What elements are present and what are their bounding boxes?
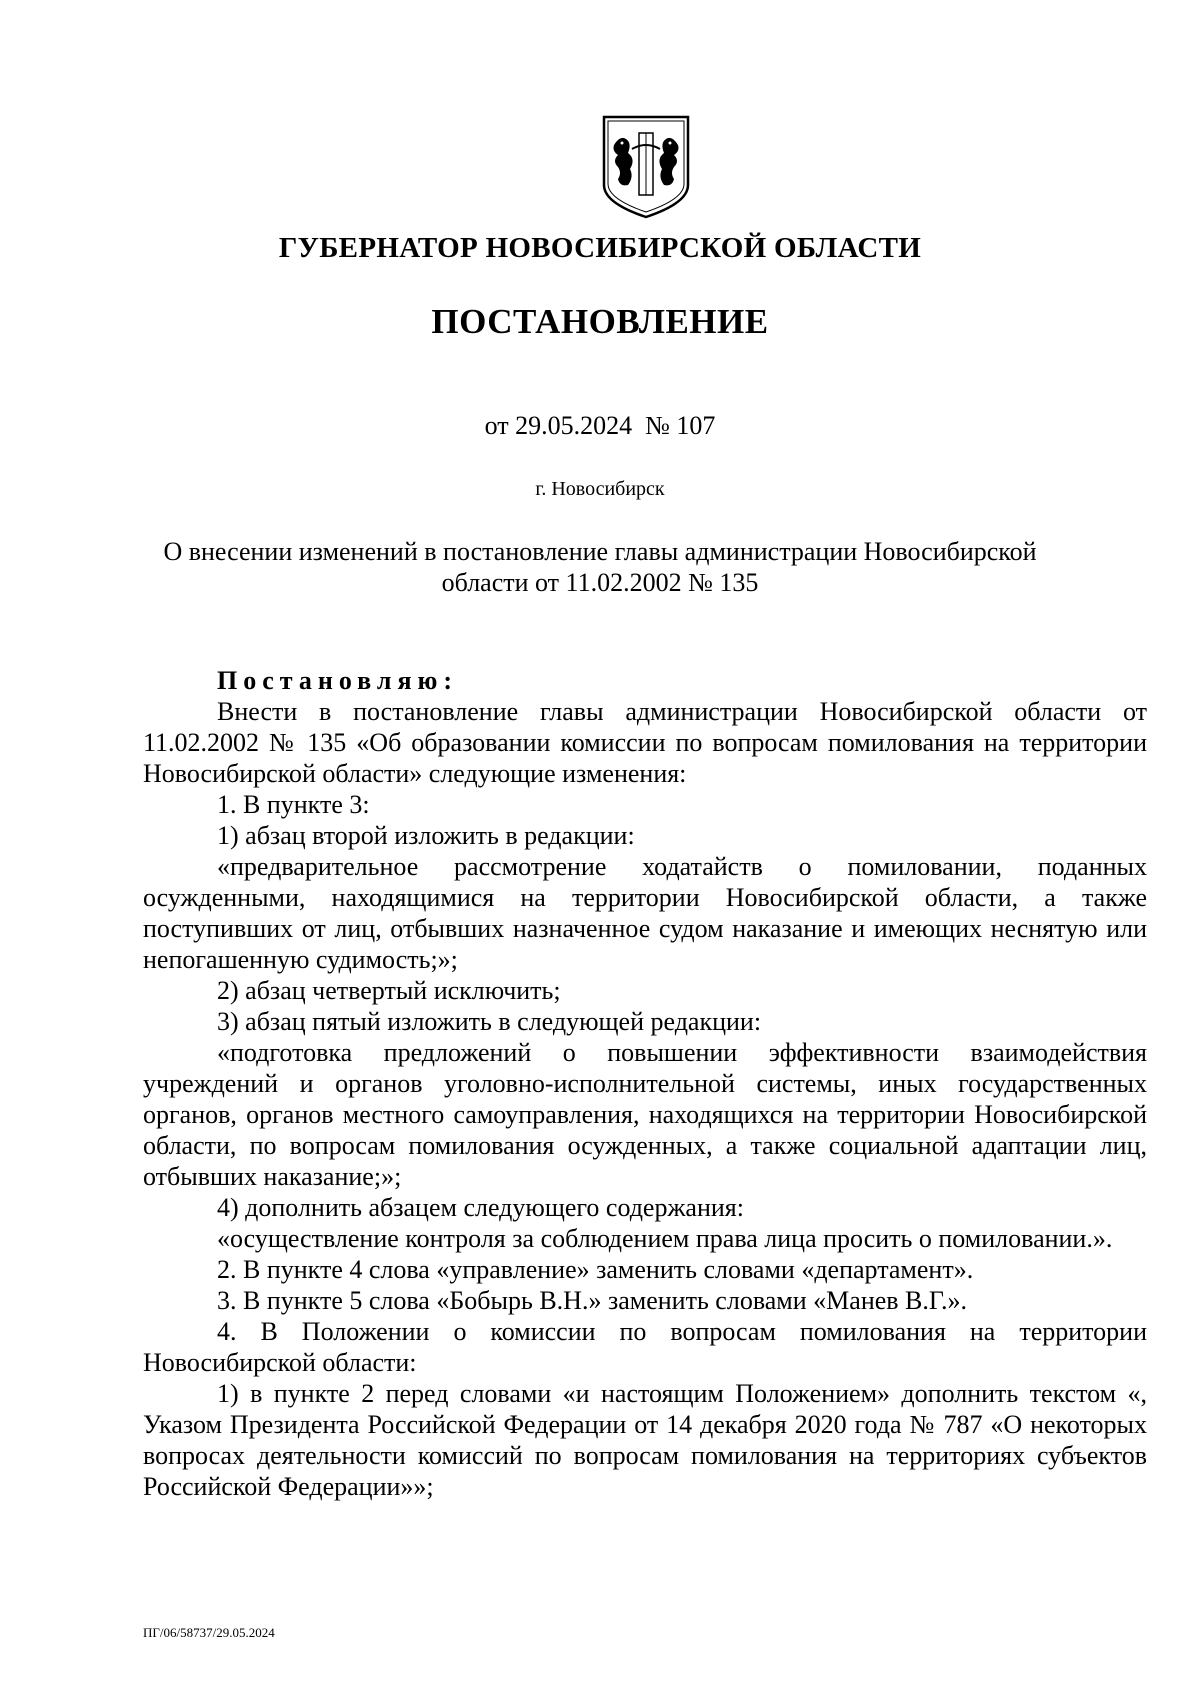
city-name: г. Новосибирск	[535, 478, 665, 500]
paragraph: «подготовка предложений о повышении эффективности взаимодействия учреждений и органов уголовно-исполнительной системы, иных государственных органов, органов местного самоуправления, находящихся на территории Новосибирской области, по вопросам помилования осужденных, а также социальной адаптации лиц, отбывших наказание;»;	[143, 1038, 1147, 1191]
paragraph: 3) абзац пятый изложить в следующей редакции:	[217, 1007, 762, 1036]
paragraph: 2) абзац четвертый исключить;	[217, 976, 561, 1005]
authority-title: ГУБЕРНАТОР НОВОСИБИРСКОЙ ОБЛАСТИ	[278, 232, 922, 264]
paragraph: 4. В Положении о комиссии по вопросам помилования на территории Новосибирской области:	[143, 1317, 1147, 1377]
document-type: ПОСТАНОВЛЕНИЕ	[431, 302, 769, 341]
paragraph: «осуществление контроля за соблюдением права лица просить о помиловании.».	[217, 1224, 1113, 1253]
document-subject: О внесении изменений в постановление главы администрации Новосибирской области от 11.02.2002 № 135	[163, 537, 1037, 597]
paragraph: «предварительное рассмотрение ходатайств о помиловании, поданных осужденными, находящимися на территории Новосибирской области, а также поступивших от лиц, отбывших назначенное судом наказание и имеющих неснятую или непогашенную судимость;»;	[143, 852, 1147, 974]
paragraph: 4) дополнить абзацем следующего содержания:	[217, 1193, 744, 1222]
date-and-number: от 29.05.2024 № 107	[484, 411, 716, 440]
decree-word: Постановляю:	[217, 666, 459, 695]
paragraph: 3. В пункте 5 слова «Бобырь В.Н.» заменить словами «Манев В.Г.».	[217, 1286, 967, 1315]
document-footer-code: ПГ/06/58737/29.05.2024	[143, 1625, 275, 1640]
paragraph: Внести в постановление главы администрации Новосибирской области от 11.02.2002 № 135 «Об образовании комиссии по вопросам помилования на территории Новосибирской области» следующие изменения:	[143, 697, 1147, 788]
paragraph: 1) абзац второй изложить в редакции:	[217, 821, 635, 850]
paragraph: 1. В пункте 3:	[217, 790, 370, 819]
paragraph: 1) в пункте 2 перед словами «и настоящим Положением» дополнить текстом «, Указом Президента Российской Федерации от 14 декабря 2020 года № 787 «О некоторых вопросах деятельности комиссий по вопросам помилования на территориях субъектов Российской Федерации»»;	[143, 1379, 1147, 1501]
novosibirsk-oblast-coat-of-arms-icon	[602, 115, 690, 219]
document-body	[143, 665, 1147, 1502]
paragraph: 2. В пункте 4 слова «управление» заменить словами «департамент».	[217, 1255, 974, 1284]
